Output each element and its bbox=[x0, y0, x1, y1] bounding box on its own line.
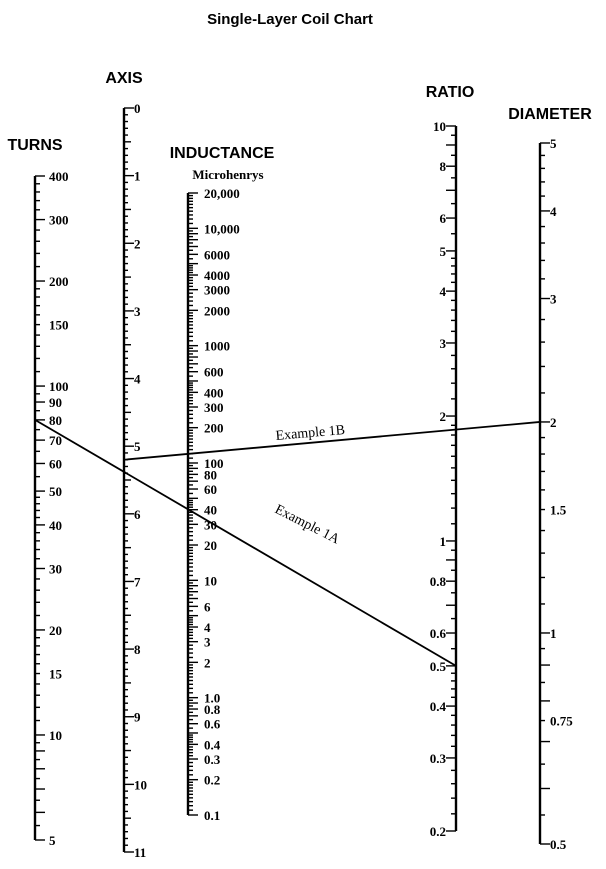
diameter-tick-label: 1.5 bbox=[550, 502, 567, 518]
inductance-tick-label: 60 bbox=[204, 482, 217, 498]
inductance-tick-label: 40 bbox=[204, 502, 217, 518]
inductance-tick-label: 1000 bbox=[204, 338, 230, 354]
inductance-tick-label: 4 bbox=[204, 620, 211, 636]
inductance-tick-label: 2 bbox=[204, 655, 211, 671]
turns-tick-label: 15 bbox=[49, 666, 62, 682]
diameter-tick-label: 4 bbox=[550, 203, 557, 219]
ratio-tick-label: 4 bbox=[439, 284, 446, 300]
diameter-heading: DIAMETER bbox=[508, 106, 592, 123]
diameter-tick-label: 0.75 bbox=[550, 713, 573, 729]
turns-tick-label: 200 bbox=[49, 274, 69, 290]
inductance-tick-label: 0.4 bbox=[204, 737, 221, 753]
inductance-tick-label: 30 bbox=[204, 517, 217, 533]
axis-tick-label: 5 bbox=[134, 439, 141, 455]
inductance-tick-label: 400 bbox=[204, 385, 224, 401]
ratio-tick-label: 6 bbox=[439, 211, 446, 227]
inductance-tick-label: 3000 bbox=[204, 282, 230, 298]
inductance-tick-label: 20 bbox=[204, 538, 217, 554]
turns-tick-label: 80 bbox=[49, 412, 62, 428]
inductance-tick-label: 20,000 bbox=[204, 186, 240, 201]
inductance-tick-label: 2000 bbox=[204, 303, 230, 319]
turns-tick-label: 100 bbox=[49, 379, 69, 395]
turns-tick-label: 150 bbox=[49, 317, 69, 333]
ratio-tick-label: 2 bbox=[439, 409, 446, 425]
turns-tick-label: 5 bbox=[49, 833, 56, 848]
inductance-tick-label: 4000 bbox=[204, 268, 230, 284]
inductance-tick-label: 1.0 bbox=[204, 690, 221, 706]
axis-tick-label: 6 bbox=[134, 506, 141, 522]
axis-heading: AXIS bbox=[105, 70, 143, 87]
ratio-tick-label: 3 bbox=[439, 335, 446, 351]
ratio-tick-label: 10 bbox=[433, 119, 446, 134]
chart-title: Single-Layer Coil Chart bbox=[207, 11, 373, 28]
tick-marks bbox=[35, 108, 550, 852]
ratio-tick-label: 0.8 bbox=[429, 574, 446, 590]
inductance-tick-label: 600 bbox=[204, 364, 224, 380]
diameter-tick-label: 0.5 bbox=[550, 837, 567, 852]
ratio-tick-label: 0.2 bbox=[429, 824, 446, 839]
axis-tick-label: 10 bbox=[134, 777, 147, 793]
example-1b-label: Example 1B bbox=[275, 422, 346, 444]
turns-tick-label: 30 bbox=[49, 561, 62, 577]
inductance-tick-label: 0.2 bbox=[204, 772, 221, 788]
turns-tick-label: 400 bbox=[49, 169, 69, 184]
turns-tick-label: 300 bbox=[49, 212, 69, 228]
turns-tick-label: 10 bbox=[49, 727, 62, 743]
inductance-tick-label: 200 bbox=[204, 420, 224, 436]
turns-tick-label: 40 bbox=[49, 517, 62, 533]
axis-tick-label: 4 bbox=[134, 371, 141, 387]
turns-tick-label: 20 bbox=[49, 622, 62, 638]
ratio-tick-label: 0.4 bbox=[429, 699, 446, 715]
ratio-tick-label: 5 bbox=[439, 243, 446, 259]
example-1a-line bbox=[35, 420, 456, 666]
axis-tick-label: 0 bbox=[134, 101, 141, 116]
inductance-tick-label: 0.3 bbox=[204, 752, 221, 768]
ratio-tick-label: 0.6 bbox=[429, 626, 446, 642]
turns-tick-label: 60 bbox=[49, 456, 62, 472]
ratio-tick-label: 1 bbox=[439, 533, 446, 549]
turns-heading: TURNS bbox=[7, 137, 63, 154]
axis-tick-label: 1 bbox=[134, 168, 141, 184]
axis-tick-label: 9 bbox=[134, 709, 141, 725]
inductance-tick-label: 0.1 bbox=[204, 808, 221, 823]
turns-tick-label: 90 bbox=[49, 395, 62, 411]
axis-tick-label: 2 bbox=[134, 236, 141, 252]
inductance-tick-label: 3 bbox=[204, 634, 211, 650]
ratio-tick-label: 0.3 bbox=[429, 750, 446, 766]
inductance-tick-label: 80 bbox=[204, 467, 217, 483]
turns-tick-label: 50 bbox=[49, 484, 62, 500]
inductance-tick-label: 10,000 bbox=[204, 221, 240, 237]
inductance-unit: Microhenrys bbox=[192, 167, 264, 182]
ratio-tick-label: 0.5 bbox=[429, 658, 446, 674]
turns-tick-label: 70 bbox=[49, 433, 62, 449]
inductance-tick-label: 0.8 bbox=[204, 702, 221, 718]
inductance-tick-label: 0.6 bbox=[204, 716, 221, 732]
axis-tick-label: 8 bbox=[134, 642, 141, 658]
inductance-tick-label: 10 bbox=[204, 573, 217, 589]
inductance-tick-label: 6000 bbox=[204, 247, 230, 263]
diameter-tick-label: 2 bbox=[550, 414, 557, 430]
inductance-tick-label: 300 bbox=[204, 400, 224, 416]
inductance-tick-label: 100 bbox=[204, 455, 224, 471]
axis-tick-label: 11 bbox=[134, 845, 147, 860]
diameter-tick-label: 5 bbox=[550, 136, 557, 151]
axis-tick-label: 3 bbox=[134, 303, 141, 319]
example-1a-label: Example 1A bbox=[272, 502, 342, 548]
axis-tick-label: 7 bbox=[134, 574, 141, 590]
diameter-tick-label: 1 bbox=[550, 625, 557, 641]
inductance-tick-label: 6 bbox=[204, 599, 211, 615]
diameter-tick-label: 3 bbox=[550, 291, 557, 307]
ratio-tick-label: 8 bbox=[439, 159, 446, 175]
inductance-heading: INDUCTANCE bbox=[169, 145, 275, 162]
ratio-heading: RATIO bbox=[425, 84, 475, 101]
